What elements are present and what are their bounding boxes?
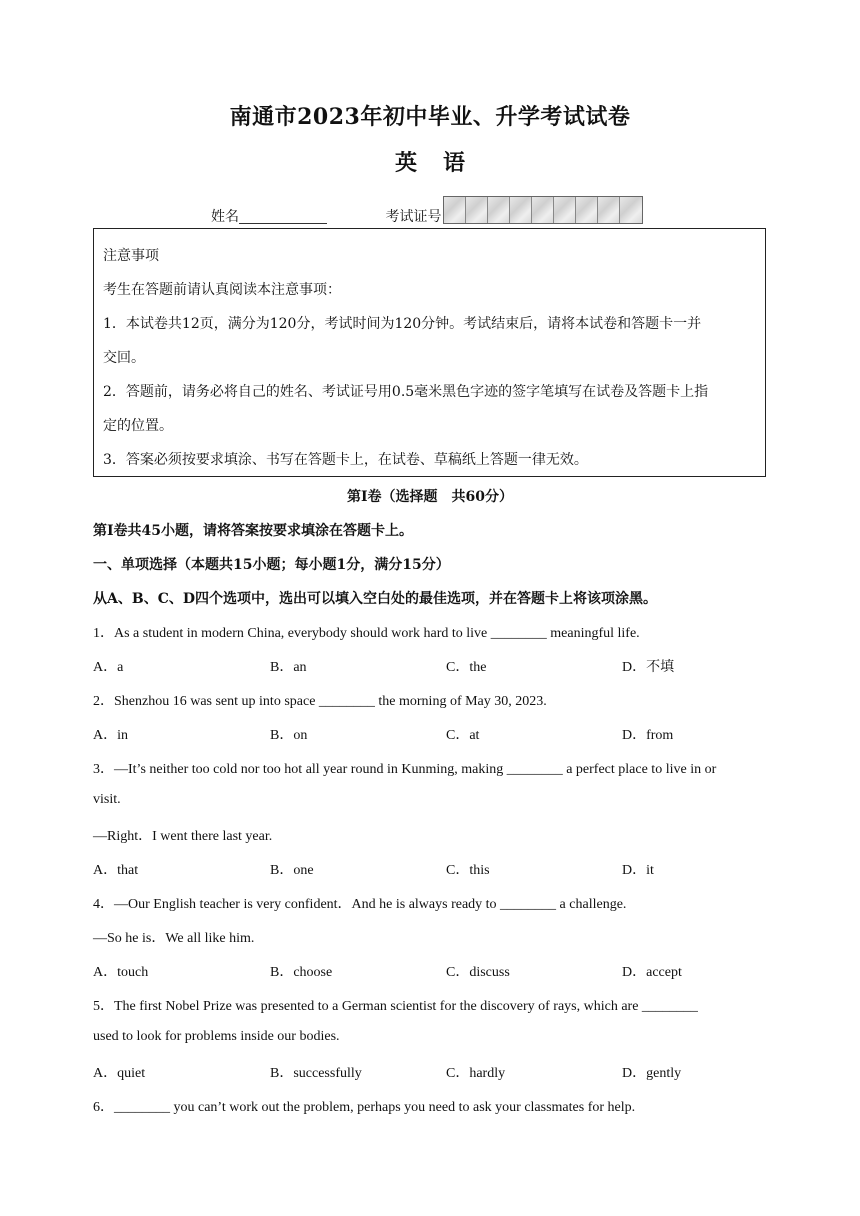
id-cell xyxy=(466,197,488,223)
option-a[interactable]: A．quiet xyxy=(93,1066,146,1081)
question-4: 4．—Our English teacher is very confident．And he is always ready to ________ a challenge. xyxy=(93,897,627,912)
option-a[interactable]: A．a xyxy=(93,660,124,675)
id-cell xyxy=(444,197,466,223)
section-instruction: 第Ⅰ卷共45小题，请将答案按要求填涂在答题卡上。 xyxy=(93,523,414,539)
student-info-line xyxy=(211,202,643,224)
option-d[interactable]: D．it xyxy=(622,863,654,878)
question-6: 6．________ you can’t work out the problem, perhaps you need to ask your classmates for help. xyxy=(93,1100,636,1115)
id-cell xyxy=(598,197,620,223)
option-a[interactable]: A．in xyxy=(93,728,128,743)
question-1-options xyxy=(93,656,783,676)
notice-item-1-cont: 交回。 xyxy=(103,350,145,366)
subject-char-2: 语 xyxy=(443,150,466,176)
option-d[interactable]: D．from xyxy=(622,728,674,743)
name-label: 姓名 xyxy=(211,209,239,225)
notice-intro: 考生在答题前请认真阅读本注意事项： xyxy=(103,282,341,298)
option-c[interactable]: C．the xyxy=(446,660,487,675)
notice-item-2: 2．答题前，请务必将自己的姓名、考试证号用0.5毫米黑色字迹的签字笔填写在试卷及答题卡上指 xyxy=(103,384,709,400)
id-cell xyxy=(620,197,642,223)
question-3-cont: visit. xyxy=(93,792,121,807)
id-cell xyxy=(576,197,598,223)
id-cell xyxy=(532,197,554,223)
option-c[interactable]: C．this xyxy=(446,863,490,878)
question-4-reply: —So he is．We all like him. xyxy=(93,931,255,946)
notice-box xyxy=(93,228,766,477)
option-d[interactable]: D．gently xyxy=(622,1066,682,1081)
question-3-options xyxy=(93,859,783,879)
question-4-options xyxy=(93,961,783,981)
notice-item-1: 1．本试卷共12页，满分为120分，考试时间为120分钟。考试结束后，请将本试卷和答题卡一并 xyxy=(103,316,702,332)
notice-item-2-cont: 定的位置。 xyxy=(103,418,173,434)
option-c[interactable]: C．discuss xyxy=(446,965,510,980)
section-title: 第Ⅰ卷（选择题 共60分） xyxy=(346,489,514,505)
question-5-cont: used to look for problems inside our bodies. xyxy=(93,1029,340,1044)
id-cell xyxy=(510,197,532,223)
option-c[interactable]: C．at xyxy=(446,728,480,743)
part-title: 一、单项选择（本题共15小题；每小题1分，满分15分） xyxy=(93,557,450,573)
option-c[interactable]: C．hardly xyxy=(446,1066,506,1081)
subject-char-1: 英 xyxy=(394,150,417,176)
question-3: 3．—It’s neither too cold nor too hot all year round in Kunming, making ________ a perfect place to live in or xyxy=(93,762,717,777)
question-5: 5．The first Nobel Prize was presented to a German scientist for the discovery of rays, which are ________ xyxy=(93,999,698,1014)
exam-title: 南通市2023年初中毕业、升学考试试卷 xyxy=(229,104,631,130)
option-b[interactable]: B．one xyxy=(270,863,314,878)
id-cell xyxy=(488,197,510,223)
option-b[interactable]: B．successfully xyxy=(270,1066,362,1081)
option-a[interactable]: A．touch xyxy=(93,965,149,980)
question-5-options xyxy=(93,1062,783,1082)
option-d[interactable]: D．不填 xyxy=(622,660,675,675)
notice-item-3: 3．答案必须按要求填涂、书写在答题卡上，在试卷、草稿纸上答题一律无效。 xyxy=(103,452,588,468)
question-2-options xyxy=(93,724,783,744)
question-1: 1．As a student in modern China, everybody should work hard to live ________ meaningful life. xyxy=(93,626,640,641)
exam-id-boxes[interactable] xyxy=(443,196,643,224)
question-2: 2．Shenzhou 16 was sent up into space ________ the morning of May 30, 2023. xyxy=(93,694,547,709)
name-blank[interactable] xyxy=(239,209,327,224)
option-a[interactable]: A．that xyxy=(93,863,139,878)
option-b[interactable]: B．on xyxy=(270,728,308,743)
id-label: 考试证号 xyxy=(385,209,442,225)
option-b[interactable]: B．an xyxy=(270,660,307,675)
notice-heading: 注意事项 xyxy=(103,248,159,264)
option-d[interactable]: D．accept xyxy=(622,965,682,980)
option-b[interactable]: B．choose xyxy=(270,965,333,980)
question-3-reply: —Right．I went there last year. xyxy=(93,829,273,844)
part-instruction: 从A、B、C、D四个选项中，选出可以填入空白处的最佳选项，并在答题卡上将该项涂黑。 xyxy=(93,591,657,607)
subject-title xyxy=(0,146,860,177)
id-cell xyxy=(554,197,576,223)
